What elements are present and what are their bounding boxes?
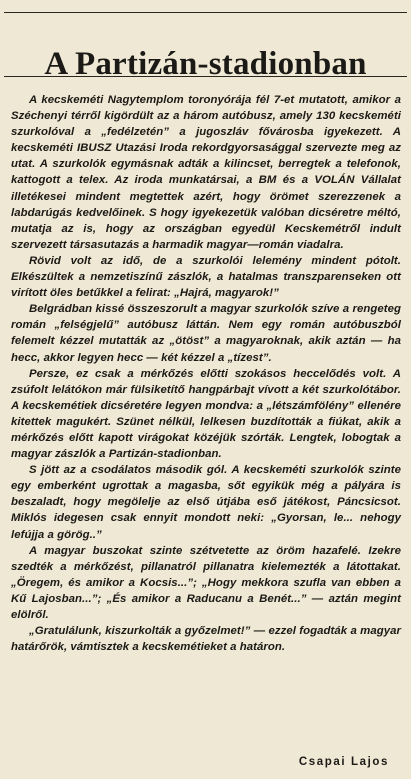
- paragraph: S jött az a csodálatos második gól. A kecskeméti szurkolók szinte egy emberként ugrottak a magasba, sőt egyikük még a pályára is beszaladt, hogy megölelje az első útjába eső játékost, Páncsicsot. Miklós idegesen csak ennyit mondott neki: „Gyorsan, le... nehogy lefújja a görög..”: [11, 464, 401, 541]
- headline-rule: [4, 76, 407, 77]
- paragraph: A magyar buszokat szinte szétvetette az öröm hazafelé. Izekre szedték a mérkőzést, pillanatról pillanatra kielemezték a látottakat. „Öregem, és amikor a Kocsis...”; „Hogy mekkora szufla van ebben a Kű Lajosban...”; „És amikor a Raducanu a Benét...” — aztán megint elölről.: [11, 544, 401, 621]
- paragraph: A kecskeméti Nagytemplom toronyórája fél 7-et mutatott, amikor a Széchenyi térről kigördült az a három autóbusz, amely 130 kecskeméti szurkolóval a „fedélzetén” a jugoszláv fővárosba igyekezett. A kecskeméti IBUSZ Utazási Iroda rekordgyorsasággal szervezte meg az utat. A szurkolók egymásnak adták a kilincset, berregtek a telefonok, kattogott a telex. Az iroda munkatársai, a BM és a VOLÁN Vállalat illetékesei mindent megtettek azért, hogy örömet szerezzenek a labdarúgás kedvelőinek. S hogy igyekezetük valóban dicséretre méltó, mutatja az is, hogy az országban egyedül Kecskemétről indult szervezett társasutazás a harmadik magyar—román viadalra.: [11, 94, 401, 251]
- article-body: [11, 92, 401, 655]
- paragraph: Rövid volt az idő, de a szurkolói lelemény mindent pótolt. Elkészültek a nemzetiszínű zászlók, a hatalmas transzparenseken ott virított öles betűkkel a felirat: „Hajrá, magyarok!”: [11, 254, 401, 300]
- top-rule: [4, 12, 407, 13]
- paragraph: Belgrádban kissé összeszorult a magyar szurkolók szíve a rengeteg román „felségjelű” autóbusz láttán. Nem egy román autóbuszból felemelt kézzel mutatták az „ötöst” a magyaroknak, akik aztán — ha hecc, akkor legyen hecc — két kézzel a „tízest”.: [11, 303, 401, 364]
- article-headline: A Partizán-stadionban: [44, 46, 367, 83]
- author-byline: Csapai Lajos: [298, 756, 389, 768]
- paragraph: Persze, ez csak a mérkőzés előtti szokásos heccelődés volt. A zsúfolt lelátókon már fülsiketítő hangpárbajt vívott a két szurkolótábor. A kecskemétiek dicséretére legyen mondva: a „létszámfölény” ellenére kitettek magukért. Szünet nélkül, lelkesen buzdították a fiúkat, akik a mérkőzés előtt kapott virágokat közéjük szórták. Lengtek, lobogtak a magyar zászlók a Partizán-stadionban.: [11, 367, 401, 461]
- paragraph: „Gratulálunk, kiszurkolták a győzelmet!” — ezzel fogadták a magyar határőrök, vámtisztek a kecskemétieket a határon.: [11, 625, 401, 654]
